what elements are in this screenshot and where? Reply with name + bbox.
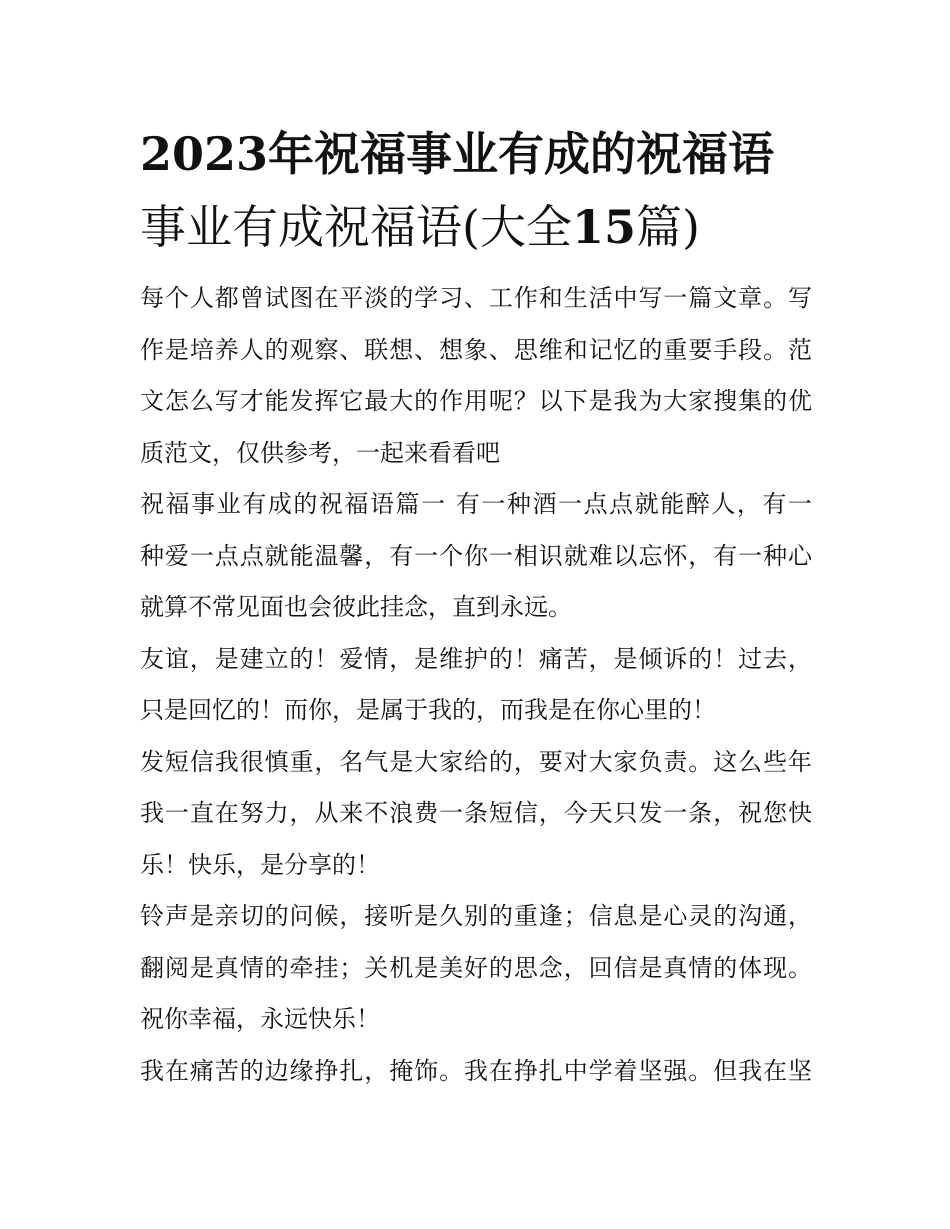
paragraph-4 [140, 891, 812, 1046]
text-line: 我一直在努力，从来不浪费一条短信，今天只发一条，祝您快 [140, 799, 812, 827]
text-line: 我在痛苦的边缘挣扎，掩饰。我在挣扎中学着坚强。但我在坚 [140, 1056, 812, 1085]
title-line-2 [140, 191, 812, 264]
text-line: 作是培养人的观察、联想、想象、思维和记忆的重要手段。范 [140, 335, 812, 364]
paragraph-2 [140, 634, 812, 737]
paragraph-intro [140, 273, 812, 479]
paragraph-3 [140, 737, 812, 892]
text-line: 只是回忆的！而你，是属于我的，而我是在你心里的！ [140, 696, 716, 724]
text-line: 翻阅是真情的牵挂；关机是美好的思念，回信是真情的体现。 [140, 953, 812, 982]
text-line: 发短信我很慎重，名气是大家给的，要对大家负责。这么些年 [140, 747, 812, 776]
paragraph-1 [140, 479, 812, 634]
text-line: 祝你幸福，永远快乐！ [140, 1005, 380, 1033]
title-line-2-end: 篇) [635, 200, 700, 254]
text-line: 就算不常见面也会彼此挂念，直到永远。 [140, 593, 572, 621]
document-title [140, 118, 812, 264]
text-line: 铃声是亲切的问候，接听是久别的重逢；信息是心灵的沟通， [140, 902, 812, 930]
text-line: 每个人都曾试图在平淡的学习、工作和生活中写一篇文章。写 [140, 284, 812, 312]
title-line-1: 2023年祝福事业有成的祝福语 [140, 127, 775, 181]
paragraph-5 [140, 1046, 812, 1098]
text-line: 友谊，是建立的！爱情，是维护的！痛苦，是倾诉的！过去， [140, 644, 812, 673]
text-line: 质范文，仅供参考，一起来看看吧 [140, 438, 500, 467]
text-line: 祝福事业有成的祝福语篇一 有一种酒一点点就能醉人，有一 [140, 490, 812, 518]
document-body [140, 273, 812, 1097]
text-line: 种爱一点点就能温馨，有一个你一相识就难以忘怀，有一种心 [140, 541, 812, 570]
title-count: 15 [571, 200, 636, 254]
text-line: 文怎么写才能发挥它最大的作用呢？以下是我为大家搜集的优 [140, 387, 812, 415]
title-line-2-text: 事业有成祝福语(大全 [140, 200, 572, 254]
document-page [140, 118, 812, 1097]
text-line: 乐！快乐，是分享的！ [140, 850, 380, 879]
